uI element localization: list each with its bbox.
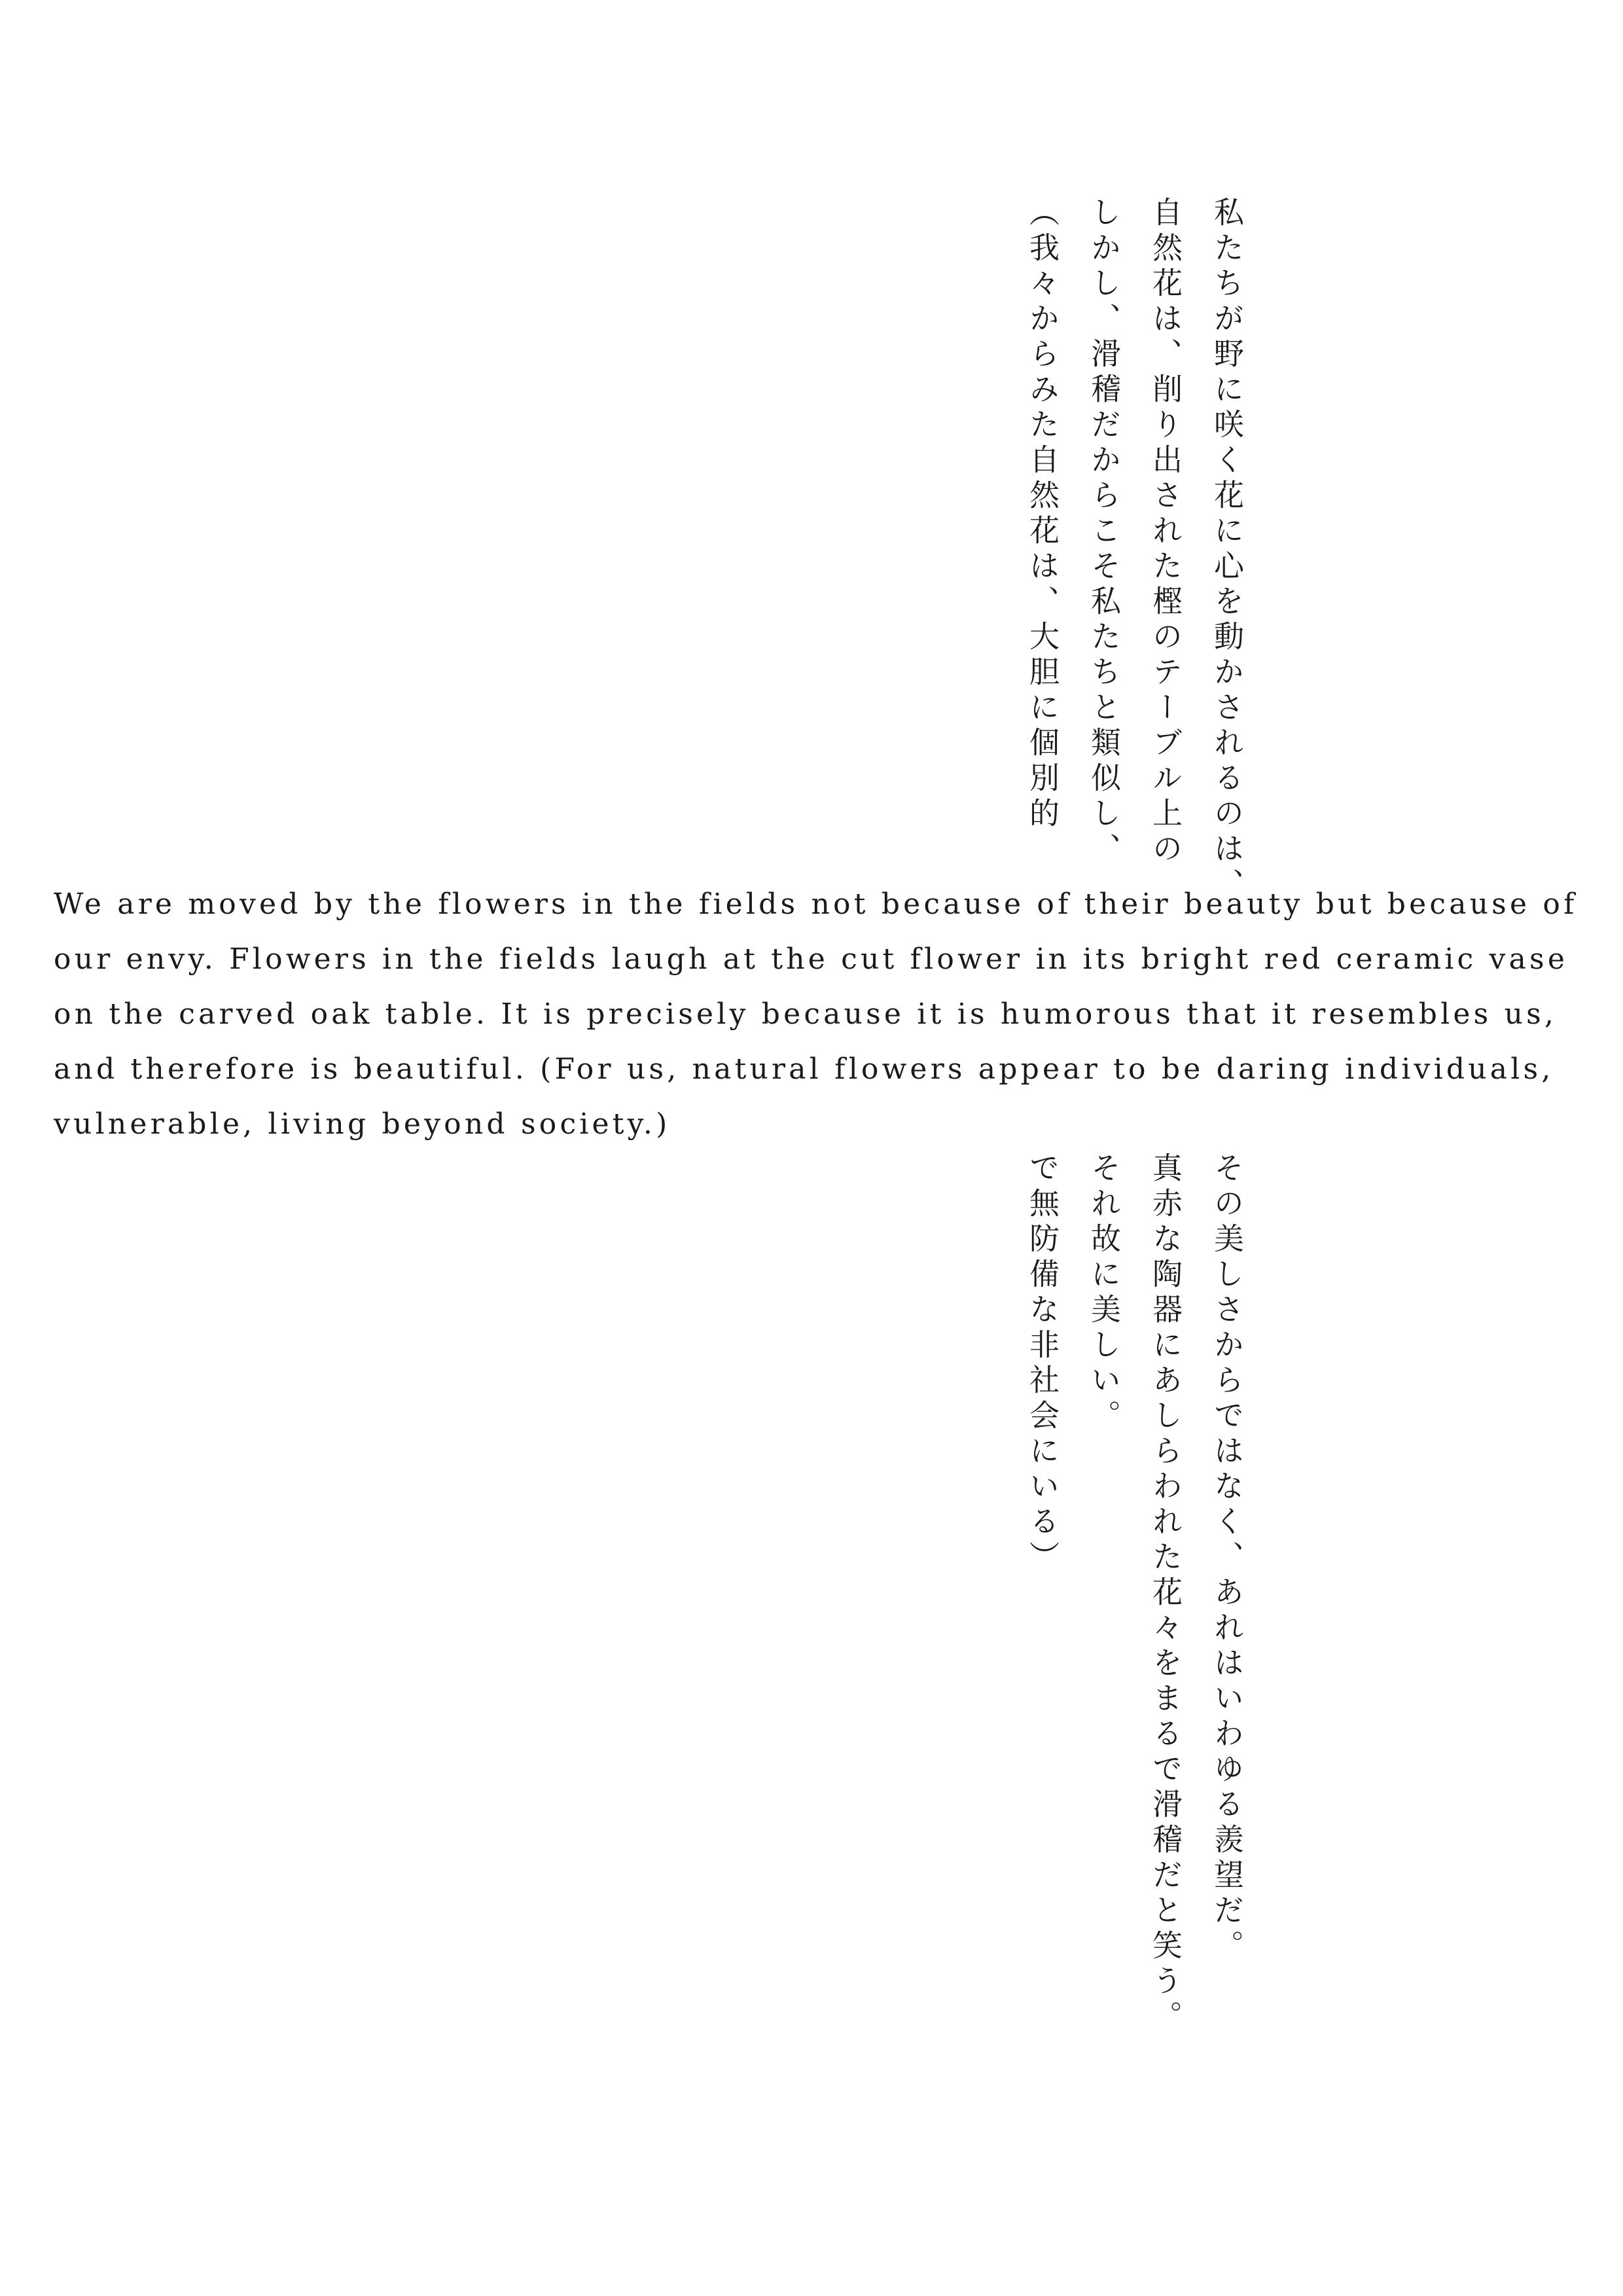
jp-top-column-2: 自然花は、削り出された樫のテーブル上の [1148, 196, 1183, 868]
jp-bottom-column-2: 真赤な陶器にあしらわれた花々をまるで滑稽だと笑う。 [1148, 1152, 1183, 2036]
jp-bottom-column-4: で無防備な非社会にいる） [1025, 1152, 1060, 1576]
jp-top-column-3: しかし、滑稽だからこそ私たちと類似し、 [1086, 196, 1122, 868]
jp-bottom-column-3: それ故に美しい。 [1086, 1152, 1122, 1435]
jp-top-column-1: 私たちが野に咲く花に心を動かされるのは、 [1209, 196, 1245, 903]
jp-bottom-column-1: その美しさからではなく、あれはいわゆる羨望だ。 [1209, 1152, 1245, 1965]
english-translation: We are moved by the flowers in the fields not because of their beauty but because of our envy. Flowers in the fields laugh at the cut flower in its bright red ceramic vase on the carved oak table. It is precisely because it is humorous that it resembles us, and therefore is beautiful. (For us, natural flowers appear to be daring individuals, vulnerable, living beyond society.) [54, 888, 1578, 1141]
jp-top-column-4: （我々からみた自然花は、大胆に個別的 [1025, 196, 1060, 833]
